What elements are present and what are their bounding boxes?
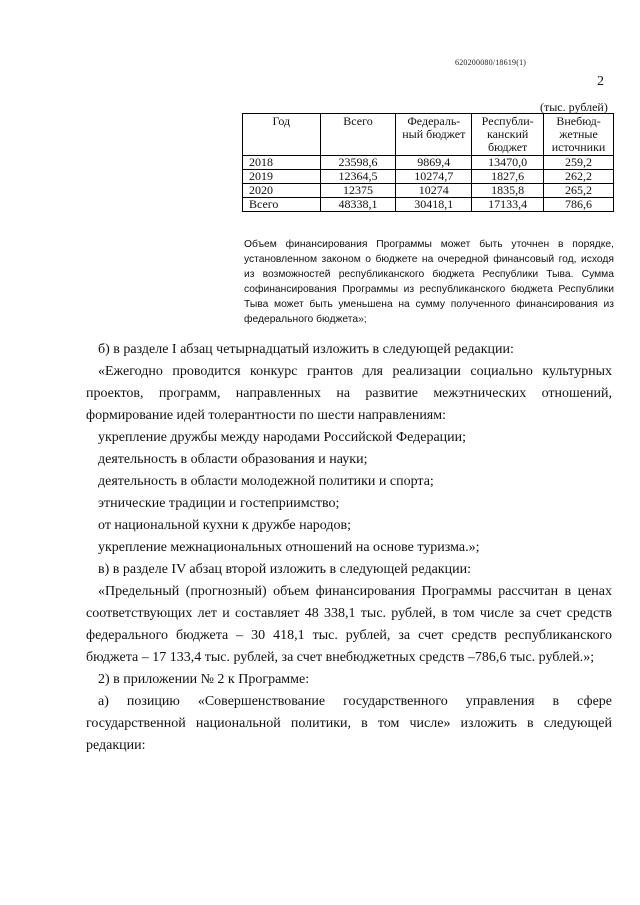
cell-year: 2019 [243,170,321,184]
cell-extrabudget: 786,6 [544,198,614,212]
cell-total: 12375 [320,184,396,198]
list-item: деятельность в области образования и науки; [98,452,368,467]
cell-republic: 13470,0 [472,156,544,170]
list-item: укрепление дружбы между народами Российской Федерации; [98,430,467,445]
paragraph: 2) в приложении № 2 к Программе: [98,672,310,687]
cell-federal: 10274,7 [396,170,472,184]
paragraph: в) в разделе IV абзац второй изложить в следующей редакции: [98,562,471,577]
list-item: укрепление межнациональных отношений на основе туризма.»; [98,540,480,555]
cell-total: 23598,6 [320,156,396,170]
col-header-total: Всего [320,114,396,156]
units-label: (тыс. рублей) [540,100,608,114]
paragraph: «Предельный (прогнозный) объем финансирования Программы рассчитан в ценах соответствующих лет и составляет 48 338,1 тыс. рублей, в том числе за счет средств федерального бюджета – 30 418,1 тыс. рублей, за счет средств республиканского бюджета – 17 133,4 тыс. рублей, за счет внебюджетных средств –786,6 тыс. рублей.»; [86,584,612,665]
list-item: деятельность в области молодежной политики и спорта; [98,474,434,489]
list-item: этнические традиции и гостеприимство; [98,496,340,511]
cell-federal: 9869,4 [396,156,472,170]
cell-year: 2018 [243,156,321,170]
cell-republic: 17133,4 [472,198,544,212]
cell-extrabudget: 262,2 [544,170,614,184]
document-code: 620200080/18619(1) [455,58,527,67]
page-number: 2 [597,74,604,89]
cell-total: 12364,5 [320,170,396,184]
financing-note: Объем финансирования Программы может быть уточнен в порядке, установленном законом о бюджете на очередной финансовый год, исходя из возможностей республиканского бюджета Республики Тыва. Сумма софинансирования Программы из республиканского бюджета Республики Тыва может быть уменьшена на сумму полученного финансирования из федерального бюджета»; [244,239,614,325]
cell-total: 48338,1 [320,198,396,212]
col-header-federal: Федераль- ный бюджет [396,114,472,156]
table-row-total [243,198,614,212]
col-header-extrabudget: Внебюд- жетные источники [544,114,614,156]
cell-republic: 1835,8 [472,184,544,198]
cell-year: 2020 [243,184,321,198]
cell-year: Всего [243,198,321,212]
paragraph: б) в разделе I абзац четырнадцатый изложить в следующей редакции: [98,342,514,357]
cell-extrabudget: 259,2 [544,156,614,170]
table-row [243,156,614,170]
financing-table [242,113,614,212]
list-item: от национальной кухни к дружбе народов; [98,518,352,533]
col-header-year: Год [243,114,321,156]
table-header-row [243,114,614,156]
document-body [86,339,612,757]
cell-republic: 1827,6 [472,170,544,184]
paragraph: а) позицию «Совершенствование государственного управления в сфере государственной национальной политики, в том числе» изложить в следующей редакции: [86,694,612,753]
cell-federal: 30418,1 [396,198,472,212]
table-row [243,184,614,198]
col-header-republic: Республи- канский бюджет [472,114,544,156]
cell-federal: 10274 [396,184,472,198]
paragraph: «Ежегодно проводится конкурс грантов для реализации социально культурных проектов, программ, направленных на развитие межэтнических отношений, формирование идей толерантности по шести направлениям: [86,364,612,423]
table-row [243,170,614,184]
cell-extrabudget: 265,2 [544,184,614,198]
